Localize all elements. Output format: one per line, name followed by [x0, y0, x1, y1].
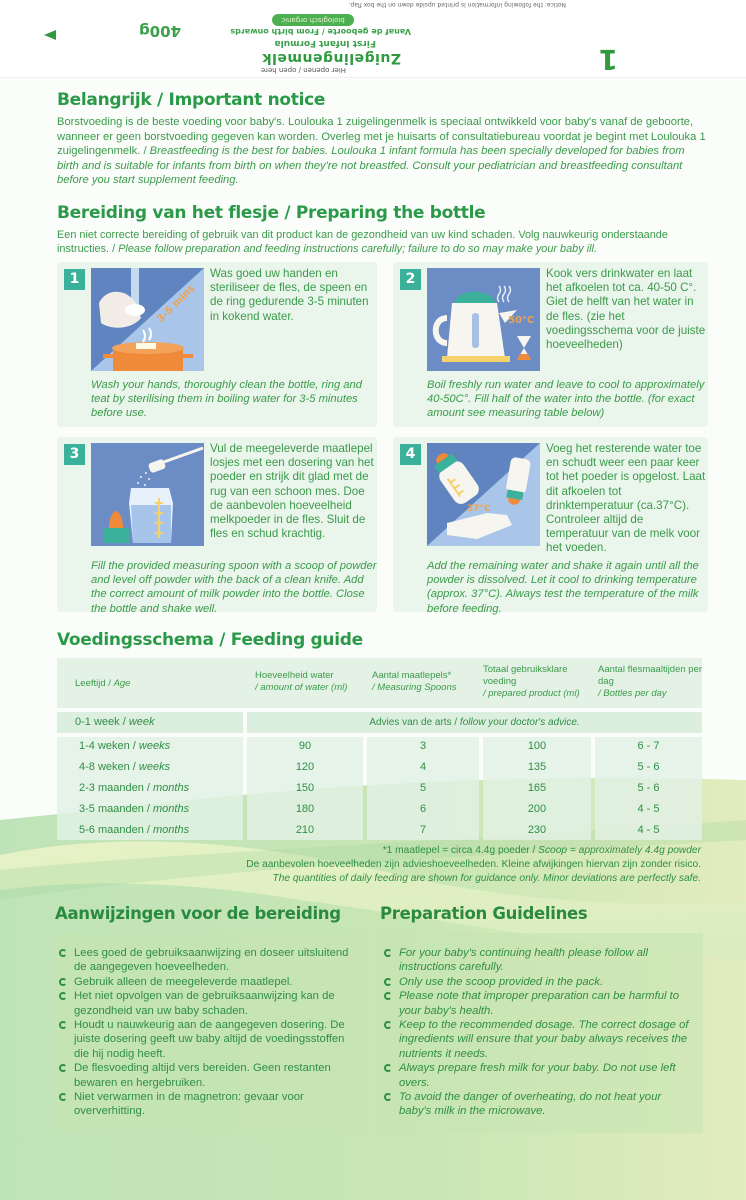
th-bottles: Aantal flesmaaltijden per dag / Bottles per day [598, 664, 703, 699]
step-card-3 [57, 437, 377, 615]
bullet-icon [59, 1064, 67, 1072]
step-text-en: Wash your hands, thoroughly clean the bottle, ring and teat by sterilising them in boiling water for 3-5 minutes before use. [91, 379, 362, 420]
svg-text:3-5 mins: 3-5 mins [155, 283, 198, 326]
step-number-badge: 1 [64, 269, 85, 290]
bullet-icon [384, 1021, 392, 1029]
scoop-footnote: *1 maatlepel = circa 4.4g poeder / Scoop = approximately 4.4g powder [382, 845, 701, 856]
list-item: To avoid the danger of overheating, do not heat your baby's milk in the microwave. [384, 1090, 694, 1119]
svg-text:37°C: 37°C [467, 504, 491, 514]
flap-top-note: Notice: the following information is printed upside down on the box flap. [348, 1, 566, 8]
bullet-icon [384, 992, 392, 1000]
step-text-nl: Kook vers drinkwater en laat het afkoelen tot ca. 40-50 C°. Giet de helft van het water in de fles. (zie het voedingsschema voor de juiste hoeveelheden) [546, 267, 706, 352]
product-title: Zuigelingenmelk [261, 50, 401, 66]
bullet-icon [384, 1064, 392, 1072]
guidelines-en-list [384, 946, 694, 1119]
list-item: Please note that improper preparation can be harmful to your baby's health. [384, 989, 694, 1018]
list-item: Het niet opvolgen van de gebruiksaanwijzing kan de gezondheid van uw baby schaden. [59, 989, 359, 1018]
step-number-badge: 3 [64, 444, 85, 465]
illustration-kettle [427, 268, 540, 371]
table-row-0-1-week: 0-1 week / week [75, 716, 155, 728]
th-product: Totaal gebruiksklare voeding / prepared product (ml) [483, 664, 580, 699]
illustration-scoop-bottle [91, 443, 204, 546]
bullet-icon [384, 949, 392, 957]
bullet-icon [59, 1093, 67, 1101]
list-item: De flesvoeding altijd vers bereiden. Geen restanten bewaren en hergebruiken. [59, 1061, 359, 1090]
step-text-en: Fill the provided measuring spoon with a scoop of powder and level off powder with the back of a clean knife. Add the correct amount of milk powder into the bottle. Close the bottle and shake well. [91, 560, 377, 615]
preparing-intro-en: Please follow preparation and feeding instructions carefully; failure to do so may make your baby ill. [118, 243, 597, 255]
important-notice-text [57, 115, 707, 188]
important-notice-title: Belangrijk / Important notice [57, 90, 326, 110]
list-item: Keep to the recommended dosage. The correct dosage of ingredients will ensure that your baby always receives the nutrients it needs. [384, 1018, 694, 1061]
organic-badge: biologisch organic [272, 14, 354, 26]
main-content: Belangrijk / Important notice Borstvoeding is de beste voeding voor baby's. Loulouka 1 zuigelingenmelk is speciaal ontwikkeld voor baby's vanaf de geboorte, wanneer er geen borstvoeding gegeven kan worden. Overleg met je huisarts of consultatiebureau voordat je begint met Loulouka 1 zuigelingenmelk. / Breastfeeding is the best for babies. Loulouka 1 infant formula has been specially developed for babies from birth and is suitable for infants from birth on when they're not breastfed. Consult your pediatrician and breastfeeding consultant before you start supplement feeding. Bereiding van het flesje / Preparing the bottle Een niet correcte bereiding of gebruik van dit product kan de gezondheid van uw kind schaden. Volg nauwkeurig onderstaande instructies. / Please follow preparation and feeding instructions carefully; failure to do so may make your baby ill. 1 3-5 mins Was goed uw handen en steriliseer de fles, de speen en de ring gedurende 3-5 minuten in kokend water. Wash your hands, thoroughly clean the bottle, ring and teat by sterilising them in boiling water for 3-5 minutes before use. 2 50°C Kook vers drinkwater en laat het afkoelen tot ca. 40-50 C°. Giet de helft van het water in de fles. (zie het voedingsschema voor de juiste hoeveelheden) Boil freshly run water and leave to cool to approximately 40-50C°. Fill half of the water into the bottle. (for exact amount see measuring table below) 3 Vul de meegeleverde maatlepel losjes met een dosering van het poeder en strijk dit glad met de rug van een schoon mes. Doe de aanbevolen hoeveelheid melkpoeder in de fles. Sluit de fles en schud krachtig. Fill the provided measuring spoon with a scoop of powder and level off powder with the back of a clean knife. Add the correct amount of milk powder into the bottle. Close the bottle and shake well. 4 37°C Voeg het resterende water toe en schudt weer een paar keer tot het poeder is opgelost. Laat dit afkoelen tot drinktemperatuur (ca.37°C). Controleer altijd de temperatuur van de melk voor het voeden. Add the remaining water and shake it again until all the powder is dissolved. Let it cool to drinking temperature (approx. 37°C). Always test the temperature of the milk before feeding. Voedingsschema / Feeding guide Leeftijd / Age Hoeveelheid water / amount of water (ml) Aantal maatlepels* / Measuring Spoons Totaal gebruiksklare voeding / prepared product (ml) Aantal flesmaaltijden per dag / Bottles per day 0-1 week / week Advies van de arts / follow your doctor's advice. 1-4 weken / weeks 90 3 100 6 - 7 4-8 weken / weeks 120 4 135 5 - 6 2-3 maanden / months 150 5 165 5 - 6 3-5 maanden / months 180 6 200 4 - 5 5-6 maanden / months 210 7 230 4 - 5 *1 maatlepel = circa 4.4g poeder / Scoop = approximately 4.4g powder De aanbevolen hoeveelheden zijn advieshoeveelheden. Kleine afwijkingen hiervan zijn zonder risico. The quantities of daily feeding are shown for guidance only. Minor deviations are perfectly safe. Aanwijzingen voor de bereiding Lees goed de gebruiksaanwijzing en doseer uitsluitend de aangegeven hoeveelheden. Gebruik alleen de meegeleverde maatlepel. Het niet opvolgen van de gebruiksaanwijzing kan de gezondheid van uw baby schaden. Houdt u nauwkeurig aan de aangegeven dosering. De juiste dosering geeft uw baby altijd de voedingsstoffen die hij nodig heeft. De flesvoeding altijd vers bereiden. Geen restanten bewaren en hergebruiken. Niet verwarmen in de magnetron: gevaar voor oververhitting. Preparation Guidelines For your baby's continuing health please follow all instructions carefully. Only use the scoop provided in the pack. Please note that improper preparation can be harmful to your baby's health. Keep to the recommended dosage. The correct dosage of ingredients will ensure that your baby always receives the nutrients it needs. Always prepare fresh milk for your baby. Do not use left overs. To avoid the danger of overheating, do not heat your baby's milk in the microwave. [0, 0, 746, 1200]
list-item: Always prepare fresh milk for your baby. Do not use left overs. [384, 1061, 694, 1090]
preparing-title: Bereiding van het flesje / Preparing the bottle [57, 203, 486, 223]
step-text-nl: Vul de meegeleverde maatlepel losjes met een dosering van het poeder en strijk dit glad met de rug van een schoon mes. Doe de aanbevolen hoeveelheid melkpoeder in de fles. Sluit de fles en schud krachtig. [210, 442, 374, 541]
important-text-en: Breastfeeding is the best for babies. Loulouka 1 infant formula has been specially developed for babies from birth and is suitable for infants from birth on when they're not breastfed. Consult your pediatrician and breastfeeding consultant before you start supplement feeding. [57, 145, 685, 187]
step-text-nl: Was goed uw handen en steriliseer de fles, de speen en de ring gedurende 3-5 minuten in kokend water. [210, 267, 369, 323]
feeding-guide-title: Voedingsschema / Feeding guide [57, 630, 363, 650]
svg-text:50°C: 50°C [508, 315, 535, 326]
size-note: Hier openen / open here [260, 66, 346, 74]
bullet-icon [59, 992, 67, 1000]
illustration-hands-and-pot [91, 268, 204, 371]
bullet-icon [59, 1021, 67, 1029]
important-text-nl: Borstvoeding is de beste voeding voor baby's. Loulouka 1 zuigelingenmelk is speciaal ontwikkeld voor baby's vanaf de geboorte, wanneer er geen borstvoeding gegeven kan worden. Overleg met je huisarts of consultatiebureau voordat je begint met Loulouka 1 zuigelingenmelk. / [57, 116, 706, 158]
bullet-icon [59, 949, 67, 957]
kettle-icon [427, 268, 540, 371]
step-card-1 [57, 262, 377, 427]
step-number-badge: 2 [400, 269, 421, 290]
th-spoons: Aantal maatlepels* / Measuring Spoons [372, 670, 457, 693]
step-card-4 [393, 437, 708, 615]
doctor-advice-cell: Advies van de arts / follow your doctor's advice. [369, 717, 580, 728]
list-item: Gebruik alleen de meegeleverde maatlepel. [59, 975, 359, 989]
advice-note-en: The quantities of daily feeding are shown for guidance only. Minor deviations are perfectly safe. [272, 873, 701, 884]
scoop-bottle-icon [91, 443, 204, 546]
net-weight: 400g [138, 22, 181, 40]
th-age: Leeftijd / Age [75, 678, 131, 689]
preparing-intro-nl: Een niet correcte bereiding of gebruik van dit product kan de gezondheid van uw kind schaden. Volg nauwkeurig onderstaande instructies. / [57, 229, 668, 255]
step-text-en: Boil freshly run water and leave to cool to approximately 40-50C°. Fill half of the water into the bottle. (for exact amount see measuring table below) [427, 379, 705, 420]
wash-boil-icon [91, 268, 204, 371]
step-text-en: Add the remaining water and shake it again until all the powder is dissolved. Let it cool to drinking temperature (approx. 37°C). Always test the temperature of the milk before feeding. [427, 560, 699, 615]
guidelines-nl-title: Aanwijzingen voor de bereiding [55, 904, 341, 923]
list-item: Only use the scoop provided in the pack. [384, 975, 694, 989]
from-birth-label: Vanaf de geboorte / From birth onwards [230, 27, 411, 36]
step-card-2 [393, 262, 708, 427]
step-text-nl: Voeg het resterende water toe en schudt weer een paar keer tot het poeder is opgelost. Laat dit afkoelen tot drinktemperatuur (ca.37°C). Controleer altijd de temperatuur van de melk voor het voeden. [546, 442, 706, 555]
bullet-icon [59, 978, 67, 986]
shake-test-icon [427, 443, 540, 546]
th-water: Hoeveelheid water / amount of water (ml) [255, 670, 348, 693]
bullet-icon [384, 978, 392, 986]
list-item: Lees goed de gebruiksaanwijzing en doseer uitsluitend de aangegeven hoeveelheden. [59, 946, 359, 975]
list-item: Niet verwarmen in de magnetron: gevaar voor oververhitting. [59, 1090, 359, 1119]
step-number-badge: 4 [400, 444, 421, 465]
preparing-intro [57, 228, 707, 256]
stage-number: 1 [598, 43, 618, 76]
illustration-shake-test [427, 443, 540, 546]
list-item: Houdt u nauwkeurig aan de aangegeven dosering. De juiste dosering geeft uw baby altijd de voedingsstoffen die hij nodig heeft. [59, 1018, 359, 1061]
guidelines-nl-list [59, 946, 359, 1119]
advice-note-nl: De aanbevolen hoeveelheden zijn advieshoeveelheden. Kleine afwijkingen hiervan zijn zonder risico. [246, 859, 701, 870]
bullet-icon [384, 1093, 392, 1101]
guidelines-en-title: Preparation Guidelines [380, 904, 588, 923]
product-subtitle: First Infant Formula [274, 38, 376, 48]
list-item: For your baby's continuing health please follow all instructions carefully. [384, 946, 694, 975]
